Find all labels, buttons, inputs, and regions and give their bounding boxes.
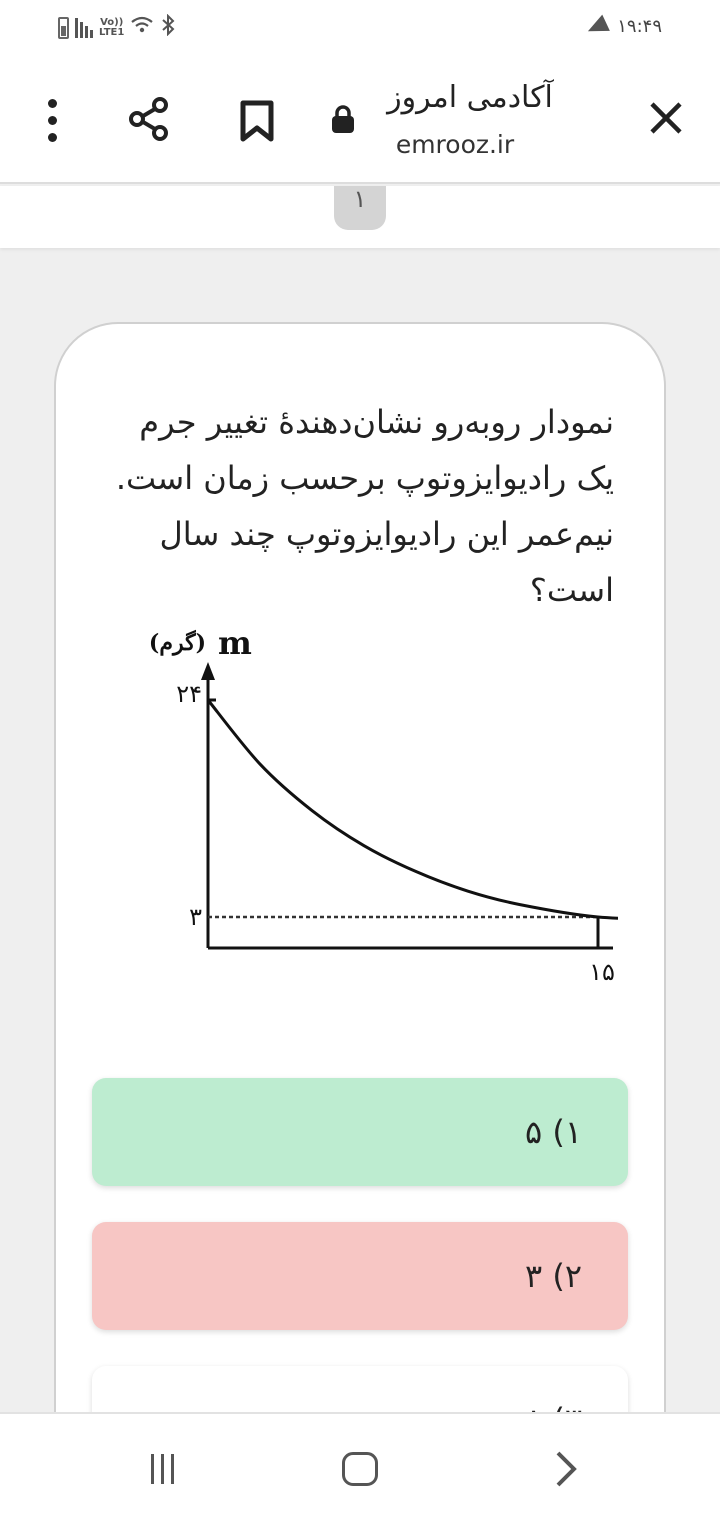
y-tick-label-3: ۳ — [189, 903, 202, 931]
decay-chart — [108, 610, 618, 990]
signal-icon — [75, 18, 93, 38]
network-label: Vo)) LTE1 — [99, 16, 125, 38]
close-button[interactable] — [640, 92, 692, 144]
bookmark-button[interactable] — [234, 96, 280, 146]
site-url: emrooz.ir — [395, 130, 515, 159]
option-2[interactable]: ۲) ۳ — [92, 1222, 628, 1330]
x-tick-label-15: ۱۵ — [589, 958, 615, 986]
y-axis-unit: (گرم) — [148, 630, 206, 656]
wifi-icon — [130, 15, 154, 40]
dot-icon — [48, 116, 57, 125]
recents-button[interactable] — [132, 1444, 192, 1494]
send-icon — [584, 14, 610, 39]
status-icons-left — [58, 14, 176, 41]
close-icon — [649, 101, 683, 135]
bluetooth-icon — [160, 14, 176, 41]
status-bar — [0, 0, 720, 58]
back-button[interactable] — [536, 1444, 596, 1494]
battery-icon — [58, 17, 69, 39]
recents-icon-bar — [171, 1454, 174, 1484]
recents-icon — [151, 1454, 154, 1484]
home-button[interactable] — [330, 1444, 390, 1494]
system-nav-bar — [0, 1412, 720, 1520]
lock-icon — [330, 104, 356, 134]
browser-header — [0, 58, 720, 184]
share-button[interactable] — [124, 94, 174, 144]
home-icon — [342, 1452, 378, 1486]
status-time: ۱۹:۴۹ — [617, 16, 662, 37]
dot-icon — [48, 99, 57, 108]
y-axis-label: m — [218, 624, 252, 662]
site-title: آکادمی امروز — [387, 80, 553, 115]
page-number-tab[interactable]: ۱ — [334, 186, 386, 230]
page-tab-strip — [0, 186, 720, 248]
share-icon — [126, 96, 172, 142]
recents-icon-bar — [161, 1454, 164, 1484]
chevron-right-icon — [552, 1449, 580, 1489]
more-menu-button[interactable] — [34, 96, 70, 144]
dot-icon — [48, 133, 57, 142]
bookmark-icon — [239, 100, 275, 142]
status-icons-right — [587, 16, 662, 37]
option-1[interactable]: ۱) ۵ — [92, 1078, 628, 1186]
y-tick-label-24: ۲۴ — [176, 680, 202, 708]
question-text: نمودار روبه‌رو نشان‌دهندۀ تغییر جرم یک رادیوایزوتوپ برحسب زمان است. نیم‌عمر این رادیوایزوتوپ چند سال است؟ — [115, 403, 614, 609]
chart-background — [108, 610, 618, 990]
